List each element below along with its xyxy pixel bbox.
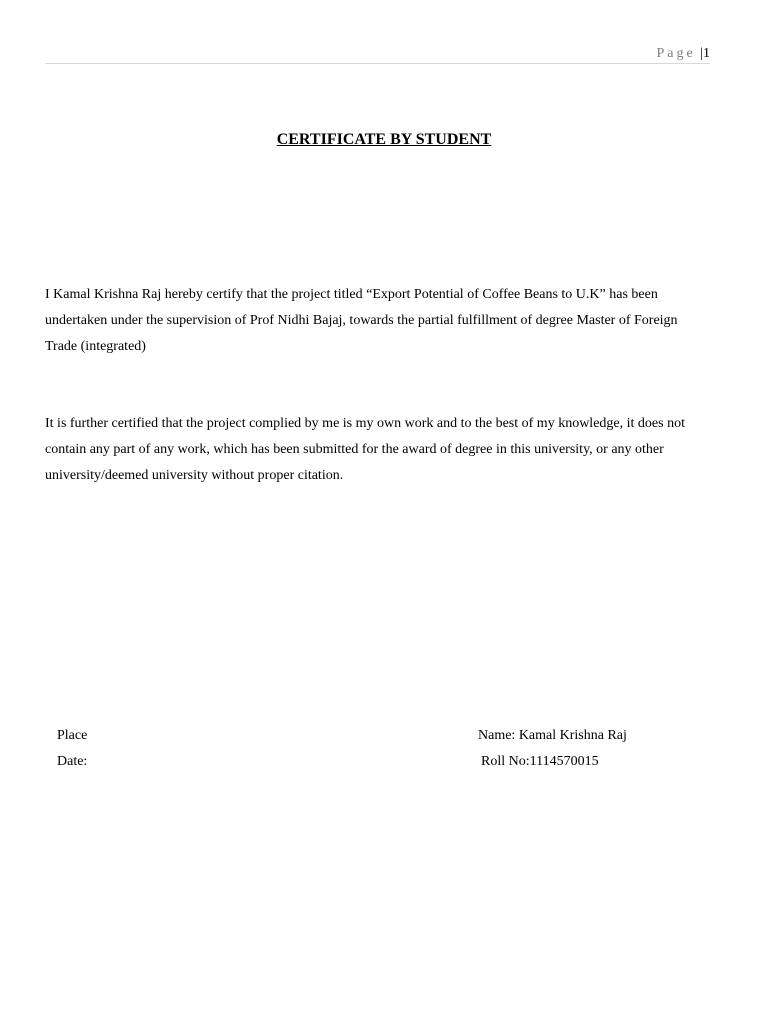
roll-number: Roll No:1114570015 [481,754,599,769]
certification-paragraph: I Kamal Krishna Raj hereby certify that the project titled “Export Potential of Coffee Beans to U.K” has been undertaken under the supervision of Prof Nidhi Bajaj, towards the partial fulfillment of degree Master of Foreign Trade (integrated) [45,287,678,354]
certificate-title: CERTIFICATE BY STUDENT [276,131,492,148]
page-header [45,45,710,64]
place-label: Place [57,728,88,743]
page-number-block [656,45,710,63]
date-label: Date: [57,754,88,769]
page-label: Page [656,46,696,61]
page-separator: | [700,46,703,61]
page-number: 1 [703,46,710,61]
student-name: Name: Kamal Krishna Raj [478,728,627,743]
originality-paragraph: It is further certified that the project complied by me is my own work and to the best of my knowledge, it does not contain any part of any work, which has been submitted for the award of degree in this university, or any other university/deemed university without proper citation. [45,416,685,483]
